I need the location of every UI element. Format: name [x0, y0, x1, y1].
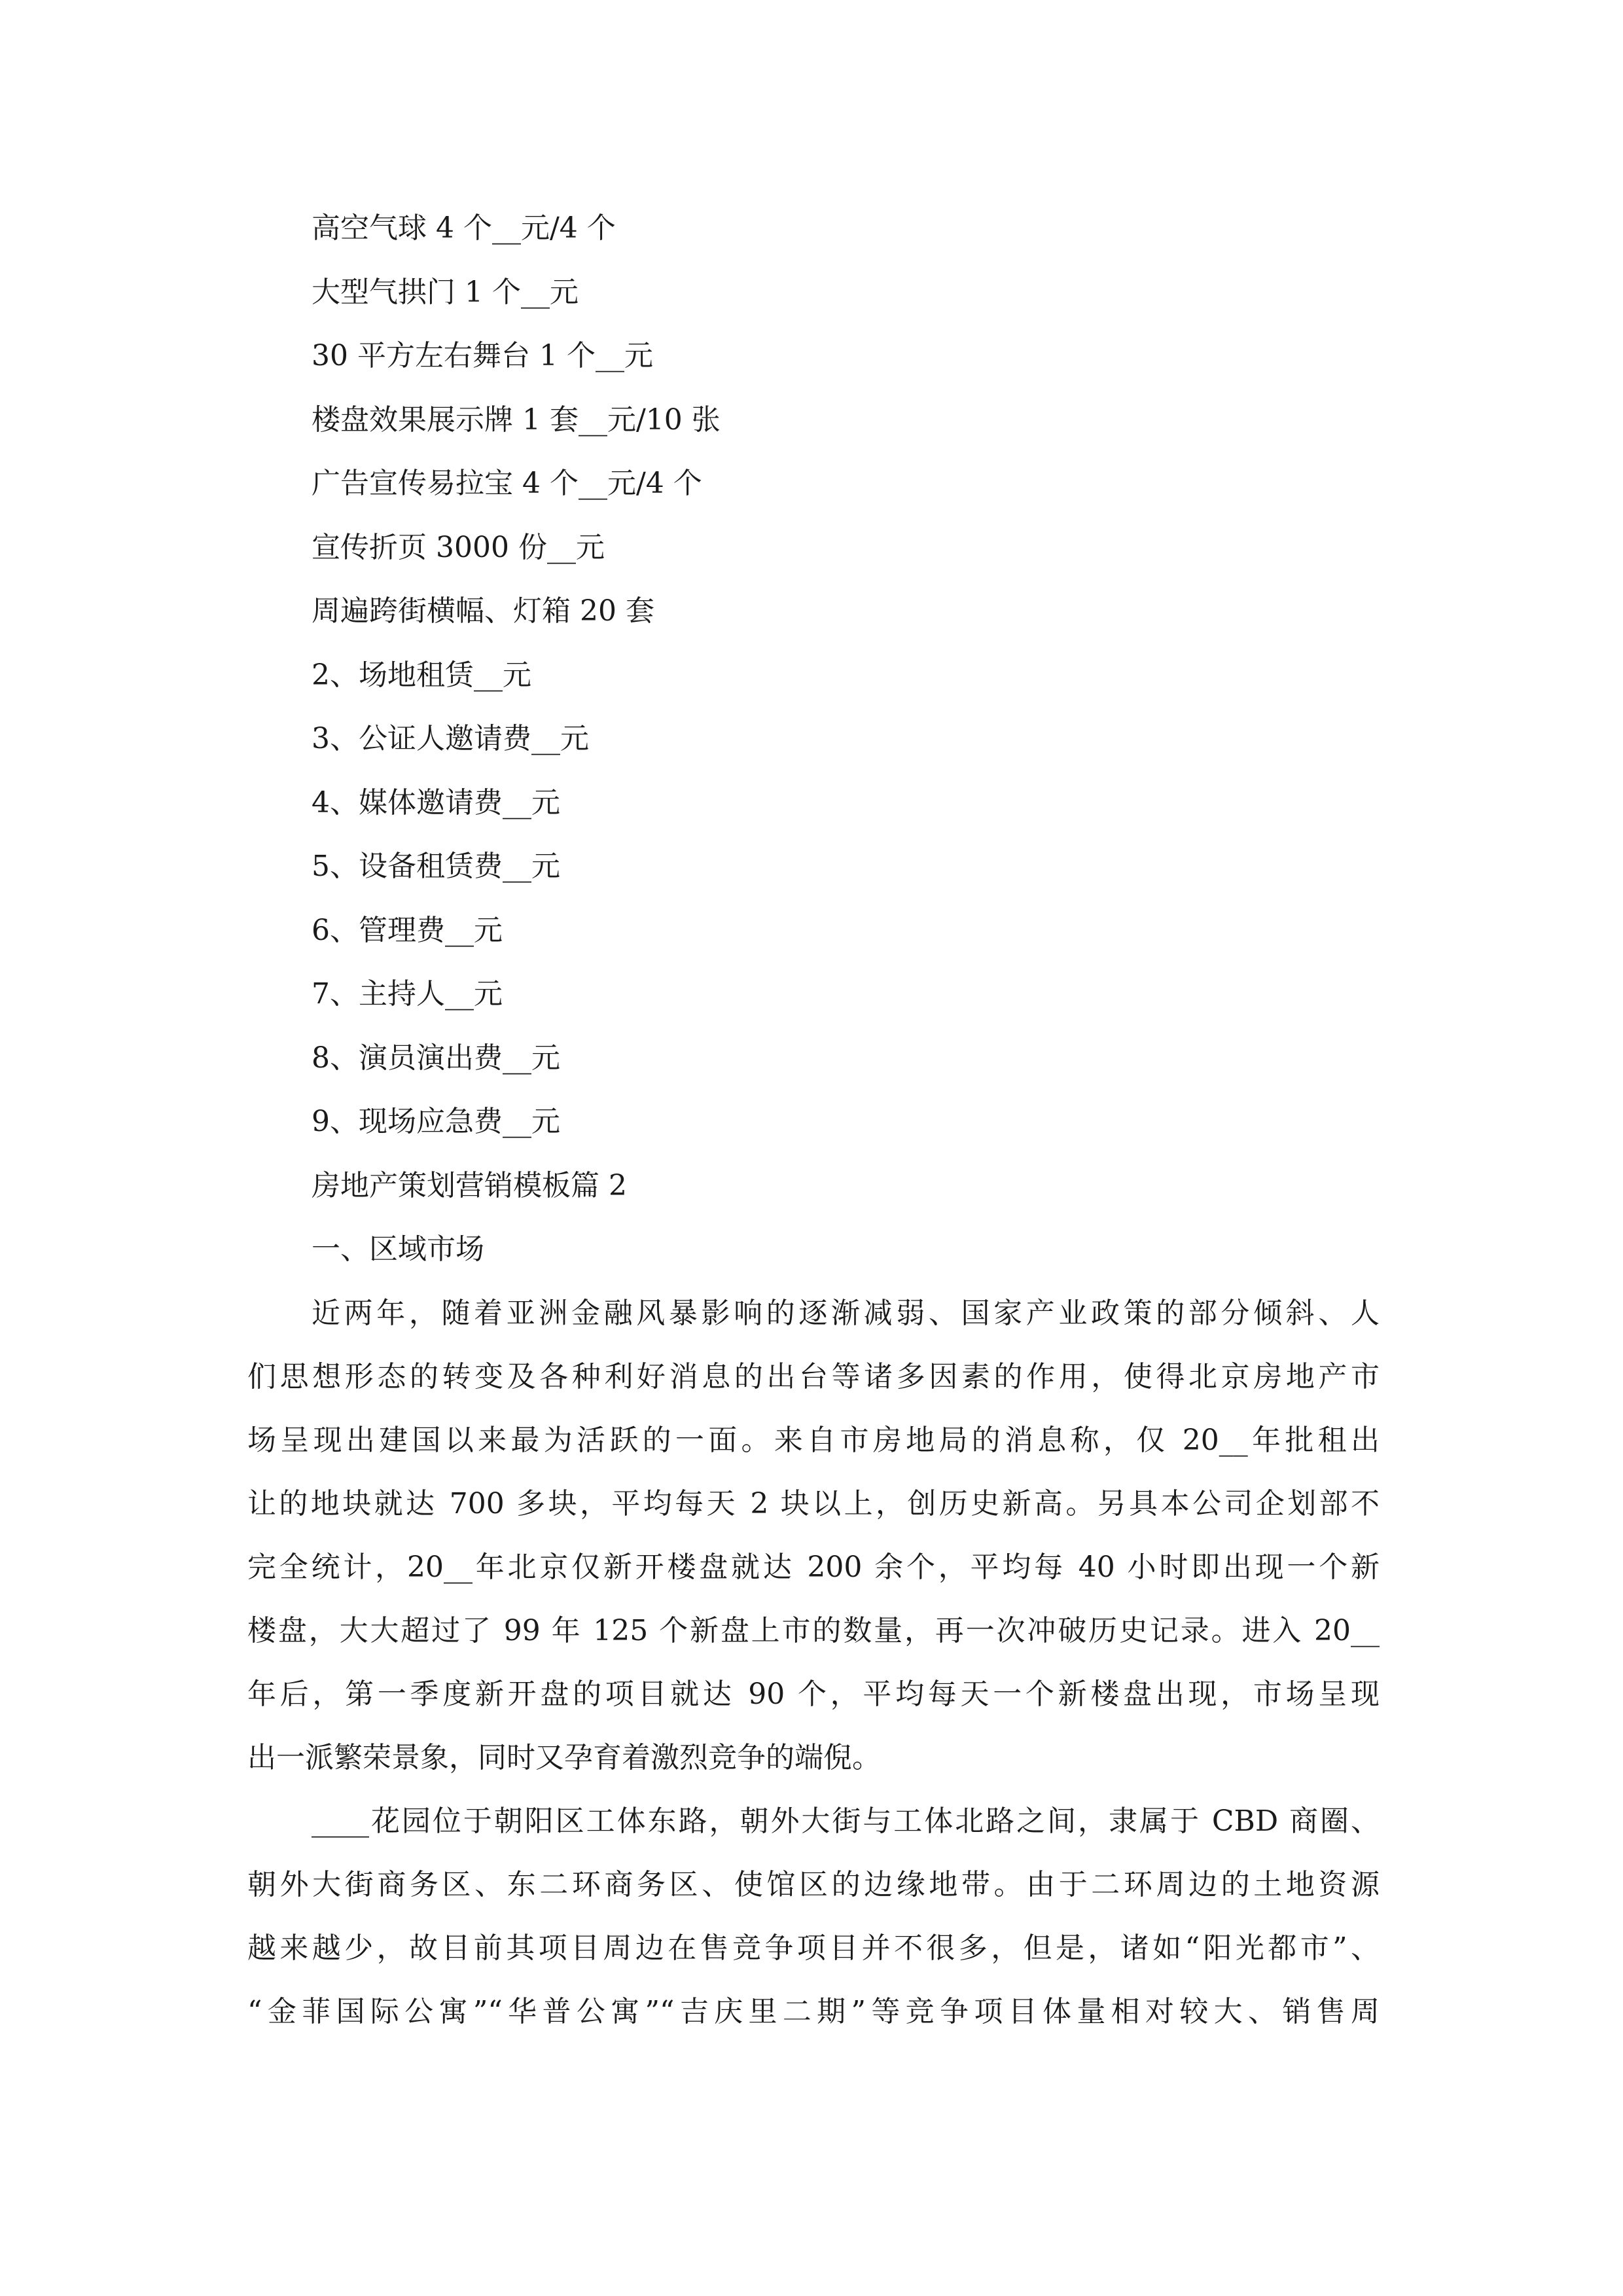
budget-item-list: [312, 196, 1424, 1282]
paragraph-line: 朝外大街商务区、东二环商务区、使馆区的边缘地带。由于二环周边的土地资源: [247, 1868, 1380, 1901]
list-item: 5、设备租赁费__元: [312, 850, 560, 883]
list-item: 高空气球 4 个__元/4 个: [312, 211, 616, 245]
list-item: 7、主持人__元: [312, 977, 503, 1011]
paragraph-line: 完全统计，20__年北京仅新开楼盘就达 200 余个，平均每 40 小时即出现一个新: [247, 1551, 1380, 1584]
list-item: 3、公证人邀请费__元: [312, 722, 589, 755]
list-item: 宣传折页 3000 份__元: [312, 530, 605, 564]
paragraph-line: 年后，第一季度新开盘的项目就达 90 个，平均每天一个新楼盘出现，市场呈现: [247, 1677, 1380, 1711]
paragraph-line: “金菲国际公寓”“华普公寓”“吉庆里二期”等竞争项目体量相对较大、销售周: [247, 1995, 1380, 2028]
list-item: 广告宣传易拉宝 4 个__元/4 个: [312, 467, 702, 500]
list-item: 9、现场应急费__元: [312, 1105, 560, 1138]
subsection-heading: 一、区域市场: [312, 1232, 484, 1266]
list-item: 4、媒体邀请费__元: [312, 785, 560, 819]
paragraph-line: 让的地块就达 700 多块，平均每天 2 块以上，创历史新高。另具本公司企划部不: [247, 1487, 1380, 1520]
paragraph-line: 近两年，随着亚洲金融风暴影响的逐渐减弱、国家产业政策的部分倾斜、人: [312, 1297, 1380, 1330]
list-item: 2、场地租赁__元: [312, 658, 531, 692]
paragraph-line: 楼盘，大大超过了 99 年 125 个新盘上市的数量，再一次冲破历史记录。进入 20__: [247, 1614, 1380, 1647]
paragraph-line: 们思想形态的转变及各种利好消息的出台等诸多因素的作用，使得北京房地产市: [247, 1360, 1380, 1393]
list-item: 30 平方左右舞台 1 个__元: [312, 339, 653, 372]
list-item: 6、管理费__元: [312, 913, 503, 947]
paragraph-project-location: [247, 1789, 1380, 2043]
list-item: 8、演员演出费__元: [312, 1041, 560, 1075]
list-item: 周遍跨街横幅、灯箱 20 套: [312, 594, 654, 628]
list-item: 大型气拱门 1 个__元: [312, 275, 579, 309]
paragraph-line: 场呈现出建国以来最为活跃的一面。来自市房地局的消息称，仅 20__年批租出: [247, 1424, 1380, 1457]
section-heading: 房地产策划营销模板篇 2: [312, 1168, 627, 1202]
paragraph-line: ____花园位于朝阳区工体东路，朝外大街与工体北路之间，隶属于 CBD 商圈、: [312, 1804, 1380, 1838]
paragraph-line: 越来越少，故目前其项目周边在售竞争项目并不很多，但是，诸如“阳光都市”、: [247, 1931, 1380, 1965]
paragraph-line: 出一派繁荣景象，同时又孕育着激烈竞争的端倪。: [247, 1741, 881, 1774]
list-item: 楼盘效果展示牌 1 套__元/10 张: [312, 403, 721, 437]
paragraph-market-overview: [247, 1282, 1380, 1789]
